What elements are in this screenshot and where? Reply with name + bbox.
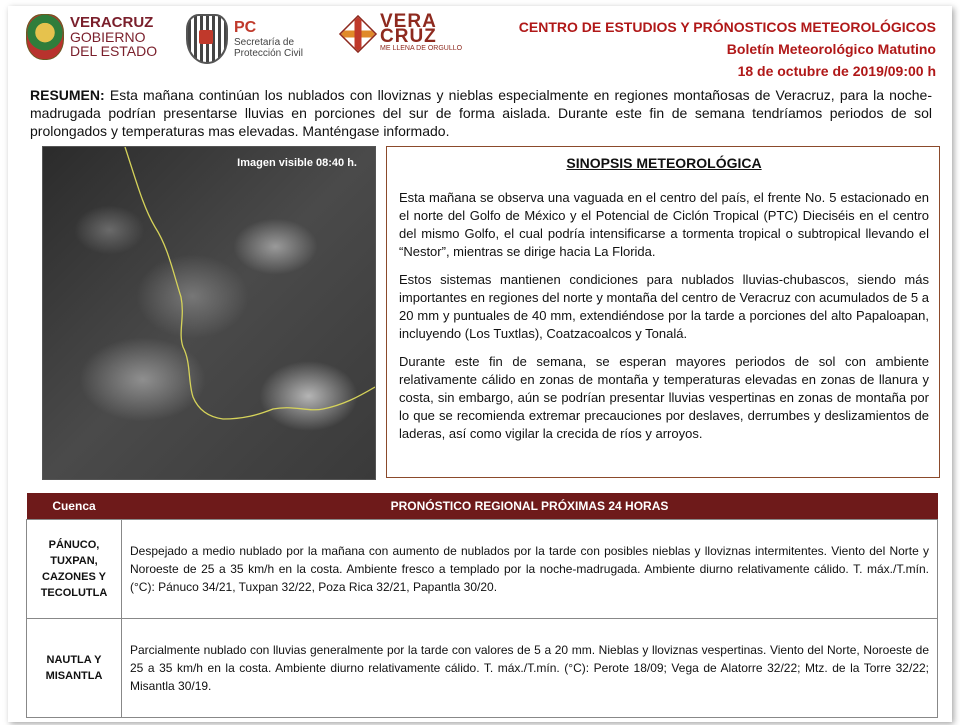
synopsis-paragraph: Estos sistemas mantienen condiciones para nublados lluvias-chubascos, siendo más importantes en regiones del norte y montaña del centro de Veracruz con acumulados de 5 a 20 mm y puntuales de 40 mm, extendiéndose por la tarde a porciones del alto Papaloapan, incluyendo (Los Tuxtlas), Coatzacoalcos y Tonalá. [399, 272, 929, 341]
logo2-title: PC [234, 19, 257, 36]
logo3-tagline: ME LLENA DE ORGULLO [380, 45, 463, 52]
bulletin-date: 18 de octubre de 2019/09:00 h [737, 63, 936, 79]
satellite-label: Imagen visible 08:40 h. [237, 157, 357, 169]
veracruz-government-logo [26, 14, 157, 60]
satellite-image [42, 146, 376, 480]
logo3-line2: CRUZ [380, 26, 437, 47]
institution-title: CENTRO DE ESTUDIOS Y PRÓNOSTICOS METEOROLÓGICOS [518, 19, 936, 35]
civil-protection-seal-icon [186, 14, 228, 64]
summary-label: RESUMEN: [30, 87, 105, 103]
state-border-line [43, 147, 375, 479]
veracruz-brand-logo [340, 11, 463, 54]
column-header-forecast: PRONÓSTICO REGIONAL PRÓXIMAS 24 HORAS [122, 493, 938, 520]
synopsis-title: SINOPSIS METEOROLÓGICA [566, 155, 762, 171]
summary-text: Esta mañana continúan los nublados con lloviznas y nieblas especialmente en regiones montañosas de Veracruz, para la noche-madrugada podrían presentarse lluvias en porciones del sur de forma aislada. Durante este fin de semana tendríamos periodos de sol prolongados y temperaturas mas elevadas. Manténgase informado. [30, 87, 932, 139]
bulletin-title: Boletín Meteorológico Matutino [726, 41, 936, 57]
table-header-row [27, 493, 938, 520]
table-row [27, 619, 938, 718]
logo2-line1: Secretaría de [234, 37, 295, 48]
logo3-line1: VERA [380, 11, 437, 32]
synopsis-box [386, 146, 940, 478]
column-header-cuenca: Cuenca [27, 493, 122, 520]
bulletin-page [8, 6, 952, 722]
logo2-line2: Protección Civil [234, 48, 303, 59]
cuenca-name: PÁNUCO, TUXPAN, CAZONES Y TECOLUTLA [27, 520, 122, 619]
state-seal-icon [26, 14, 64, 60]
summary-paragraph [30, 86, 932, 140]
table-row [27, 520, 938, 619]
synopsis-paragraph: Durante este fin de semana, se esperan mayores periodos de sol con ambiente relativamente cálido en zonas de montaña y temperaturas elevadas en zonas de llanura y costa, sin embargo, aún se podrían presentar lluvias vespertinas en zonas de montaña por lo que se recomienda extremar precauciones por deslaves, derrumbes y deslizamientos de laderas, así como vigilar la crecida de ríos y arroyos. [399, 354, 929, 441]
logo1-line2: GOBIERNO [70, 29, 146, 45]
synopsis-paragraph: Esta mañana se observa una vaguada en el centro del país, el frente No. 5 estacionado en el norte del Golfo de México y el Potencial de Ciclón Tropical (PTC) Dieciséis en el centro del mismo Golfo, el cual podría intensificarse a tormenta tropical o subtropical llevando el “Nestor”, mientras se dirige hacia La Florida. [399, 190, 929, 259]
cuenca-name: NAUTLA Y MISANTLA [27, 619, 122, 718]
regional-forecast-table [26, 493, 938, 718]
bulletin-header [519, 16, 936, 82]
forecast-text: Despejado a medio nublado por la mañana con aumento de nublados por la tarde con posibles nieblas y lloviznas intermitentes. Viento del Norte y Noroeste de 25 a 35 km/h en la costa. Ambiente fresco a templado por la noche-madrugada. Ambiente diurno relativamente cálido. T. máx./T.mín. (°C): Pánuco 34/21, Tuxpan 32/22, Poza Rica 32/21, Papantla 30/20. [122, 520, 938, 619]
logo1-line3: DEL ESTADO [70, 43, 158, 59]
veracruz-mark-icon [339, 15, 377, 53]
logo1-line1: VERACRUZ [70, 14, 154, 31]
civil-protection-logo [186, 14, 303, 64]
forecast-text: Parcialmente nublado con lluvias generalmente por la tarde con valores de 5 a 20 mm. Nieblas y lloviznas vespertinas. Viento del Norte, Noroeste de 25 a 35 km/h en la costa. Ambiente diurno relativamente cálido. T. máx./T.mín. (°C): Perote 18/09; Vega de Alatorre 32/22; Mtz. de la Torre 32/22; Misantla 30/19. [122, 619, 938, 718]
